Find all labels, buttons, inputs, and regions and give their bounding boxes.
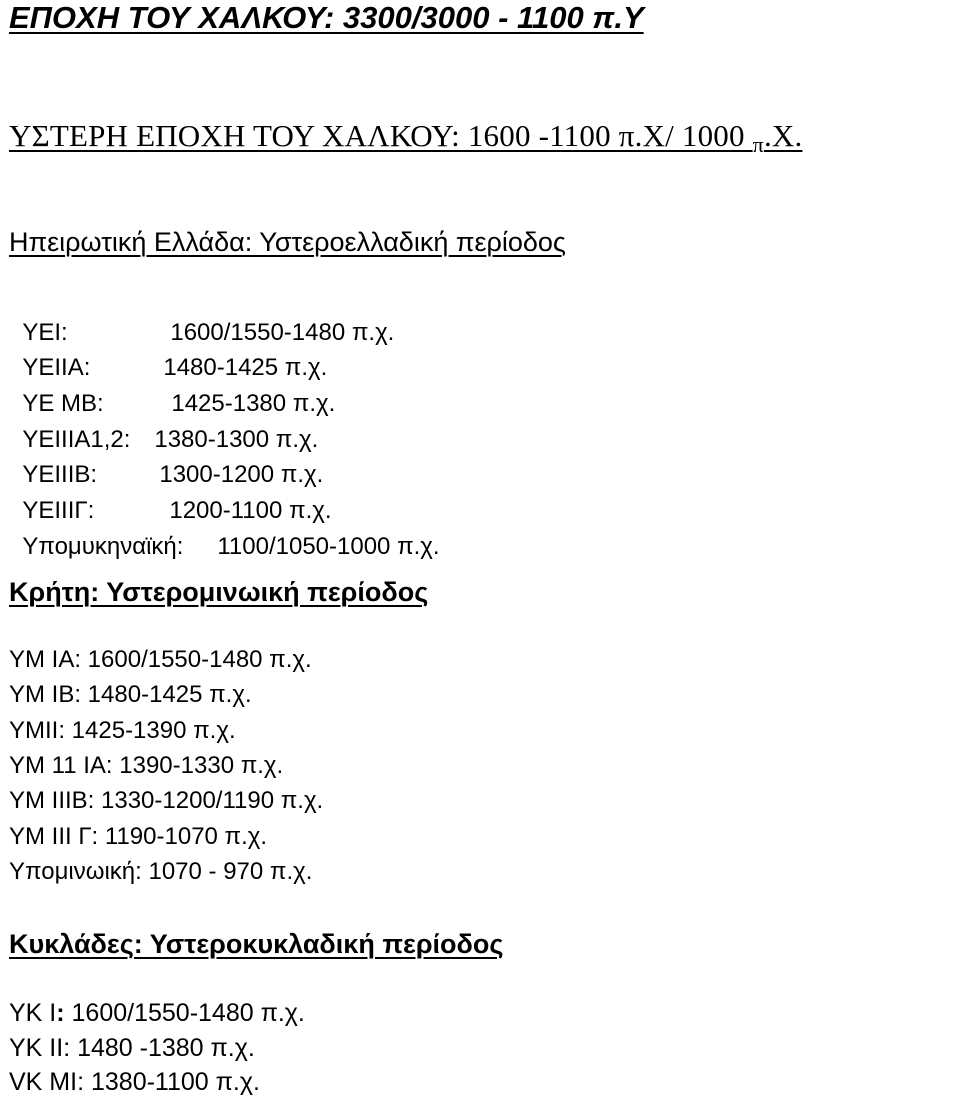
cyclades-row (9, 1036, 255, 1061)
late-bronze-age-end: .Χ. (763, 118, 803, 153)
period-dates: 1480 -1380 π.χ. (70, 1034, 255, 1062)
period-dates: 1600/1550-1480 π.χ. (64, 999, 305, 1027)
period-label: ΥΕΙΙΑ: (22, 354, 91, 381)
document-title: ΕΠΟΧΗ ΤΟΥ ΧΑΛΚΟΥ: 3300/3000 - 1100 π.Υ (9, 0, 644, 35)
late-bronze-age-heading (9, 120, 802, 156)
period-label: ΥΚ ΙΙ (9, 1034, 64, 1062)
cyclades-heading: Κυκλάδες: Υστεροκυκλαδική περίοδος (9, 929, 504, 959)
crete-row: ΥΜ 11 ΙΑ: 1390-1330 π.χ. (9, 752, 284, 779)
period-label: ΥΕΙΙΙΒ: (22, 461, 98, 488)
late-bronze-age-sub: π (752, 132, 764, 157)
cyclades-row (9, 1070, 260, 1095)
period-dates: 1300-1200 π.χ. (159, 461, 324, 488)
period-colon: : (56, 999, 65, 1027)
crete-row: Υπομινωική: 1070 - 970 π.χ. (9, 858, 313, 885)
period-label: ΥΕΙ: (22, 319, 68, 346)
crete-row: ΥΜ ΙΑ: 1600/1550-1480 π.χ. (9, 646, 312, 673)
crete-row: ΥΜ ΙΙΙ Γ: 1190-1070 π.χ. (9, 823, 268, 850)
crete-row: ΥΜΙΙ: 1425-1390 π.χ. (9, 717, 236, 744)
period-dates: 1380-1300 π.χ. (154, 426, 319, 453)
period-dates: 1200-1100 π.χ. (169, 497, 332, 524)
period-label: ΥΕΙΙΙΓ: (22, 497, 95, 524)
period-colon: : (63, 1034, 71, 1062)
mainland-heading: Ηπειρωτική Ελλάδα: Υστεροελλαδική περίοδος (9, 227, 566, 257)
crete-row: ΥΜ ΙΒ: 1480-1425 π.χ. (9, 681, 252, 708)
cyclades-row (9, 1001, 305, 1026)
period-label: Υπομυκηναϊκή: (22, 533, 184, 560)
period-dates: 1380-1100 π.χ. (84, 1068, 260, 1096)
period-label: ΥΕΙΙΙΑ1,2: (22, 426, 131, 453)
mainland-row (9, 511, 440, 559)
period-colon: : (77, 1068, 85, 1096)
period-dates: 1425-1380 π.χ. (171, 390, 336, 417)
period-label: ΥΚ Ι (9, 999, 57, 1027)
crete-row: ΥΜ ΙΙΙΒ: 1330-1200/1190 π.χ. (9, 787, 324, 814)
period-dates: 1480-1425 π.χ. (163, 354, 328, 381)
period-dates: 1100/1050-1000 π.χ. (217, 533, 440, 560)
period-label: VK ΜΙ (9, 1068, 78, 1096)
period-dates: 1600/1550-1480 π.χ. (170, 319, 395, 346)
period-label: ΥΕ ΜΒ: (22, 390, 104, 417)
crete-heading: Κρήτη: Υστερομινωική περίοδος (9, 577, 429, 607)
late-bronze-age-main: ΥΣΤΕΡΗ ΕΠΟΧΗ ΤΟΥ ΧΑΛΚΟΥ: 1600 -1100 π.Χ/ 1000 (9, 118, 753, 153)
